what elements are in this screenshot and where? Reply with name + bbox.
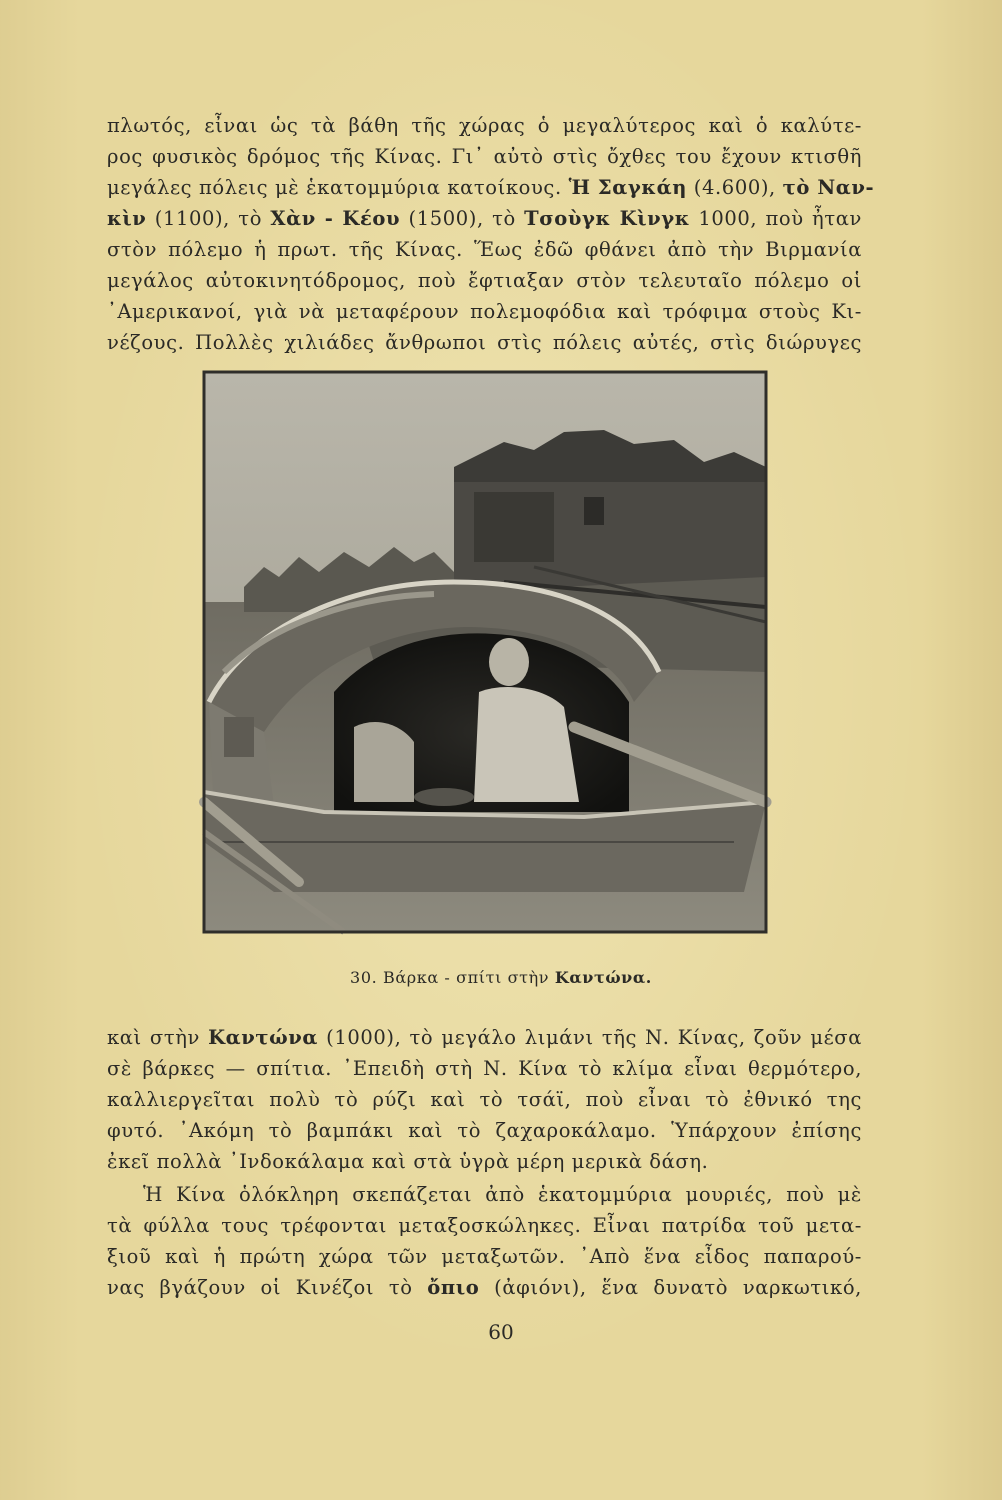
text-line: ἐκεῖ πολλὰ ᾽Ινδοκάλαμα καὶ στὰ ὑγρὰ μέρη μερικὰ δάση. bbox=[107, 1150, 709, 1173]
text-line: φυτό. ᾽Ακόμη τὸ βαμπάκι καὶ τὸ ζαχαροκάλαμο. Ὑπάρχουν ἐπίσης bbox=[107, 1119, 862, 1142]
text-line: νας βγάζουν οἱ Κινέζοι τὸ ὄπιο (ἀφιόνι), ἕνα δυνατὸ ναρκωτικό, bbox=[107, 1276, 862, 1299]
paragraph-middle bbox=[107, 1022, 862, 1177]
term-opium: ὄπιο bbox=[427, 1276, 480, 1299]
text-line: καλλιεργεῖται πολὺ τὸ ρύζι καὶ τὸ τσάϊ, ποὺ εἶναι τὸ ἐθνικό της bbox=[107, 1088, 862, 1111]
caption-text: 30. Βάρκα - σπίτι στὴν bbox=[350, 968, 550, 987]
city-name-nanking: τὸ Ναν- bbox=[782, 176, 875, 199]
text-line: καὶ στὴν Καντώνα (1000), τὸ μεγάλο λιμάνι τῆς Ν. Κίνας, ζοῦν μέσα bbox=[107, 1026, 862, 1049]
text-line: ᾽Αμερικανοί, γιὰ νὰ μεταφέρουν πολεμοφόδια καὶ τρόφιμα στοὺς Κι- bbox=[107, 300, 862, 323]
caption-place: Καντώνα. bbox=[554, 968, 652, 987]
text-line: ξιοῦ καὶ ἡ πρώτη χώρα τῶν μεταξωτῶν. ᾽Απὸ ἕνα εἶδος παπαρού- bbox=[107, 1245, 862, 1268]
text-line: ρος φυσικὸς δρόμος τῆς Κίνας. Γι᾽ αὐτὸ στὶς ὄχθες του ἔχουν κτισθῆ bbox=[107, 145, 862, 168]
city-name-canton: Καντώνα bbox=[208, 1026, 319, 1049]
text-line: Ἡ Κίνα ὁλόκληρη σκεπάζεται ἀπὸ ἑκατομμύρια μουριές, ποὺ μὲ bbox=[143, 1183, 862, 1206]
text-line: σὲ βάρκες — σπίτια. ᾽Επειδὴ στὴ Ν. Κίνα τὸ κλίμα εἶναι θερμότερο, bbox=[107, 1057, 862, 1080]
text-line: νέζους. Πολλὲς χιλιάδες ἄνθρωποι στὶς πόλεις αὐτές, στὶς διώρυγες bbox=[107, 331, 862, 354]
text-line: πλωτός, εἶναι ὡς τὰ βάθη τῆς χώρας ὁ μεγαλύτερος καὶ ὁ καλύτε- bbox=[107, 114, 862, 137]
page-number: 60 bbox=[488, 1320, 514, 1344]
city-name-shanghai: Ἡ Σαγκάη bbox=[568, 176, 687, 199]
text-line: μεγάλος αὐτοκινητόδρομος, ποὺ ἔφτιαξαν στὸν τελευταῖο πόλεμο οἱ bbox=[107, 269, 862, 292]
boat-house-photo bbox=[203, 371, 767, 933]
city-name-chungking: Τσοὺγκ Κὶνγκ bbox=[524, 207, 690, 230]
city-name-hankow: Χὰν - Κέου bbox=[270, 207, 401, 230]
paragraph-top bbox=[107, 110, 875, 358]
text-line: κὶν (1100), τὸ Χὰν - Κέου (1500), τὸ Τσοὺγκ Κὶνγκ 1000, ποὺ ἦταν bbox=[107, 207, 862, 230]
text-line: τὰ φύλλα τους τρέφονται μεταξοσκώληκες. Εἶναι πατρίδα τοῦ μετα- bbox=[107, 1214, 862, 1237]
figure-caption bbox=[0, 968, 1002, 987]
text-line: στὸν πόλεμο ἡ πρωτ. τῆς Κίνας. Ἕως ἐδῶ φθάνει ἀπὸ τὴν Βιρμανία bbox=[107, 238, 862, 261]
paragraph-bottom bbox=[107, 1179, 862, 1303]
text-line: μεγάλες πόλεις μὲ ἑκατομμύρια κατοίκους. Ἡ Σαγκάη (4.600), τὸ Ναν- bbox=[107, 176, 875, 199]
